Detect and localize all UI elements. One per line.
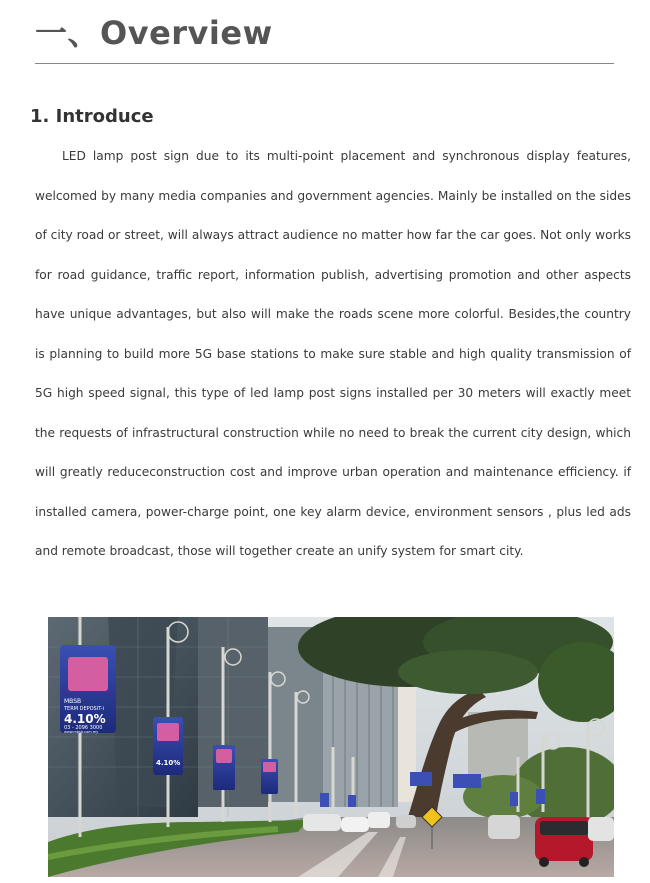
section-title: 一、Overview — [35, 14, 273, 52]
title-divider — [35, 63, 614, 64]
sign-line1: TERM DEPOSIT-i — [64, 706, 104, 712]
sign-phone: 03 - 2096 3000 — [64, 725, 103, 731]
subsection-title: 1. Introduce — [30, 106, 154, 127]
sign-rate: 4.10% — [64, 712, 106, 726]
sign-rate-2: 4.10% — [156, 759, 181, 767]
sign-brand: MBSB — [64, 698, 82, 705]
street-photo-illustration — [48, 617, 614, 877]
intro-paragraph: LED lamp post sign due to its multi-point placement and synchronous display features, welcomed by many media companies and government agencies. Mainly be installed on the sides of city road or street, will always attract audience no matter how far the car goes. Not only works for road guidance, traffic report, information publish, advertising promotion and other aspects have unique advantages, but also will make the roads scene more colorful. Besides,the country is planning to build more 5G base stations to make sure stable and high quality transmission of 5G high speed signal, this type of led lamp post signs installed per 30 meters will exactly meet the requests of infrastructural construction while no need to break the current city design, which will greatly reduceconstruction cost and improve urban operation and maintenance efficiency. if installed camera, power-charge point, one key alarm device, environment sensors , plus led ads and remote broadcast, those will together create an unify system for smart city. — [35, 149, 631, 558]
street-photo — [48, 617, 614, 877]
sign-web: www.mbsb.com.my — [64, 730, 99, 734]
